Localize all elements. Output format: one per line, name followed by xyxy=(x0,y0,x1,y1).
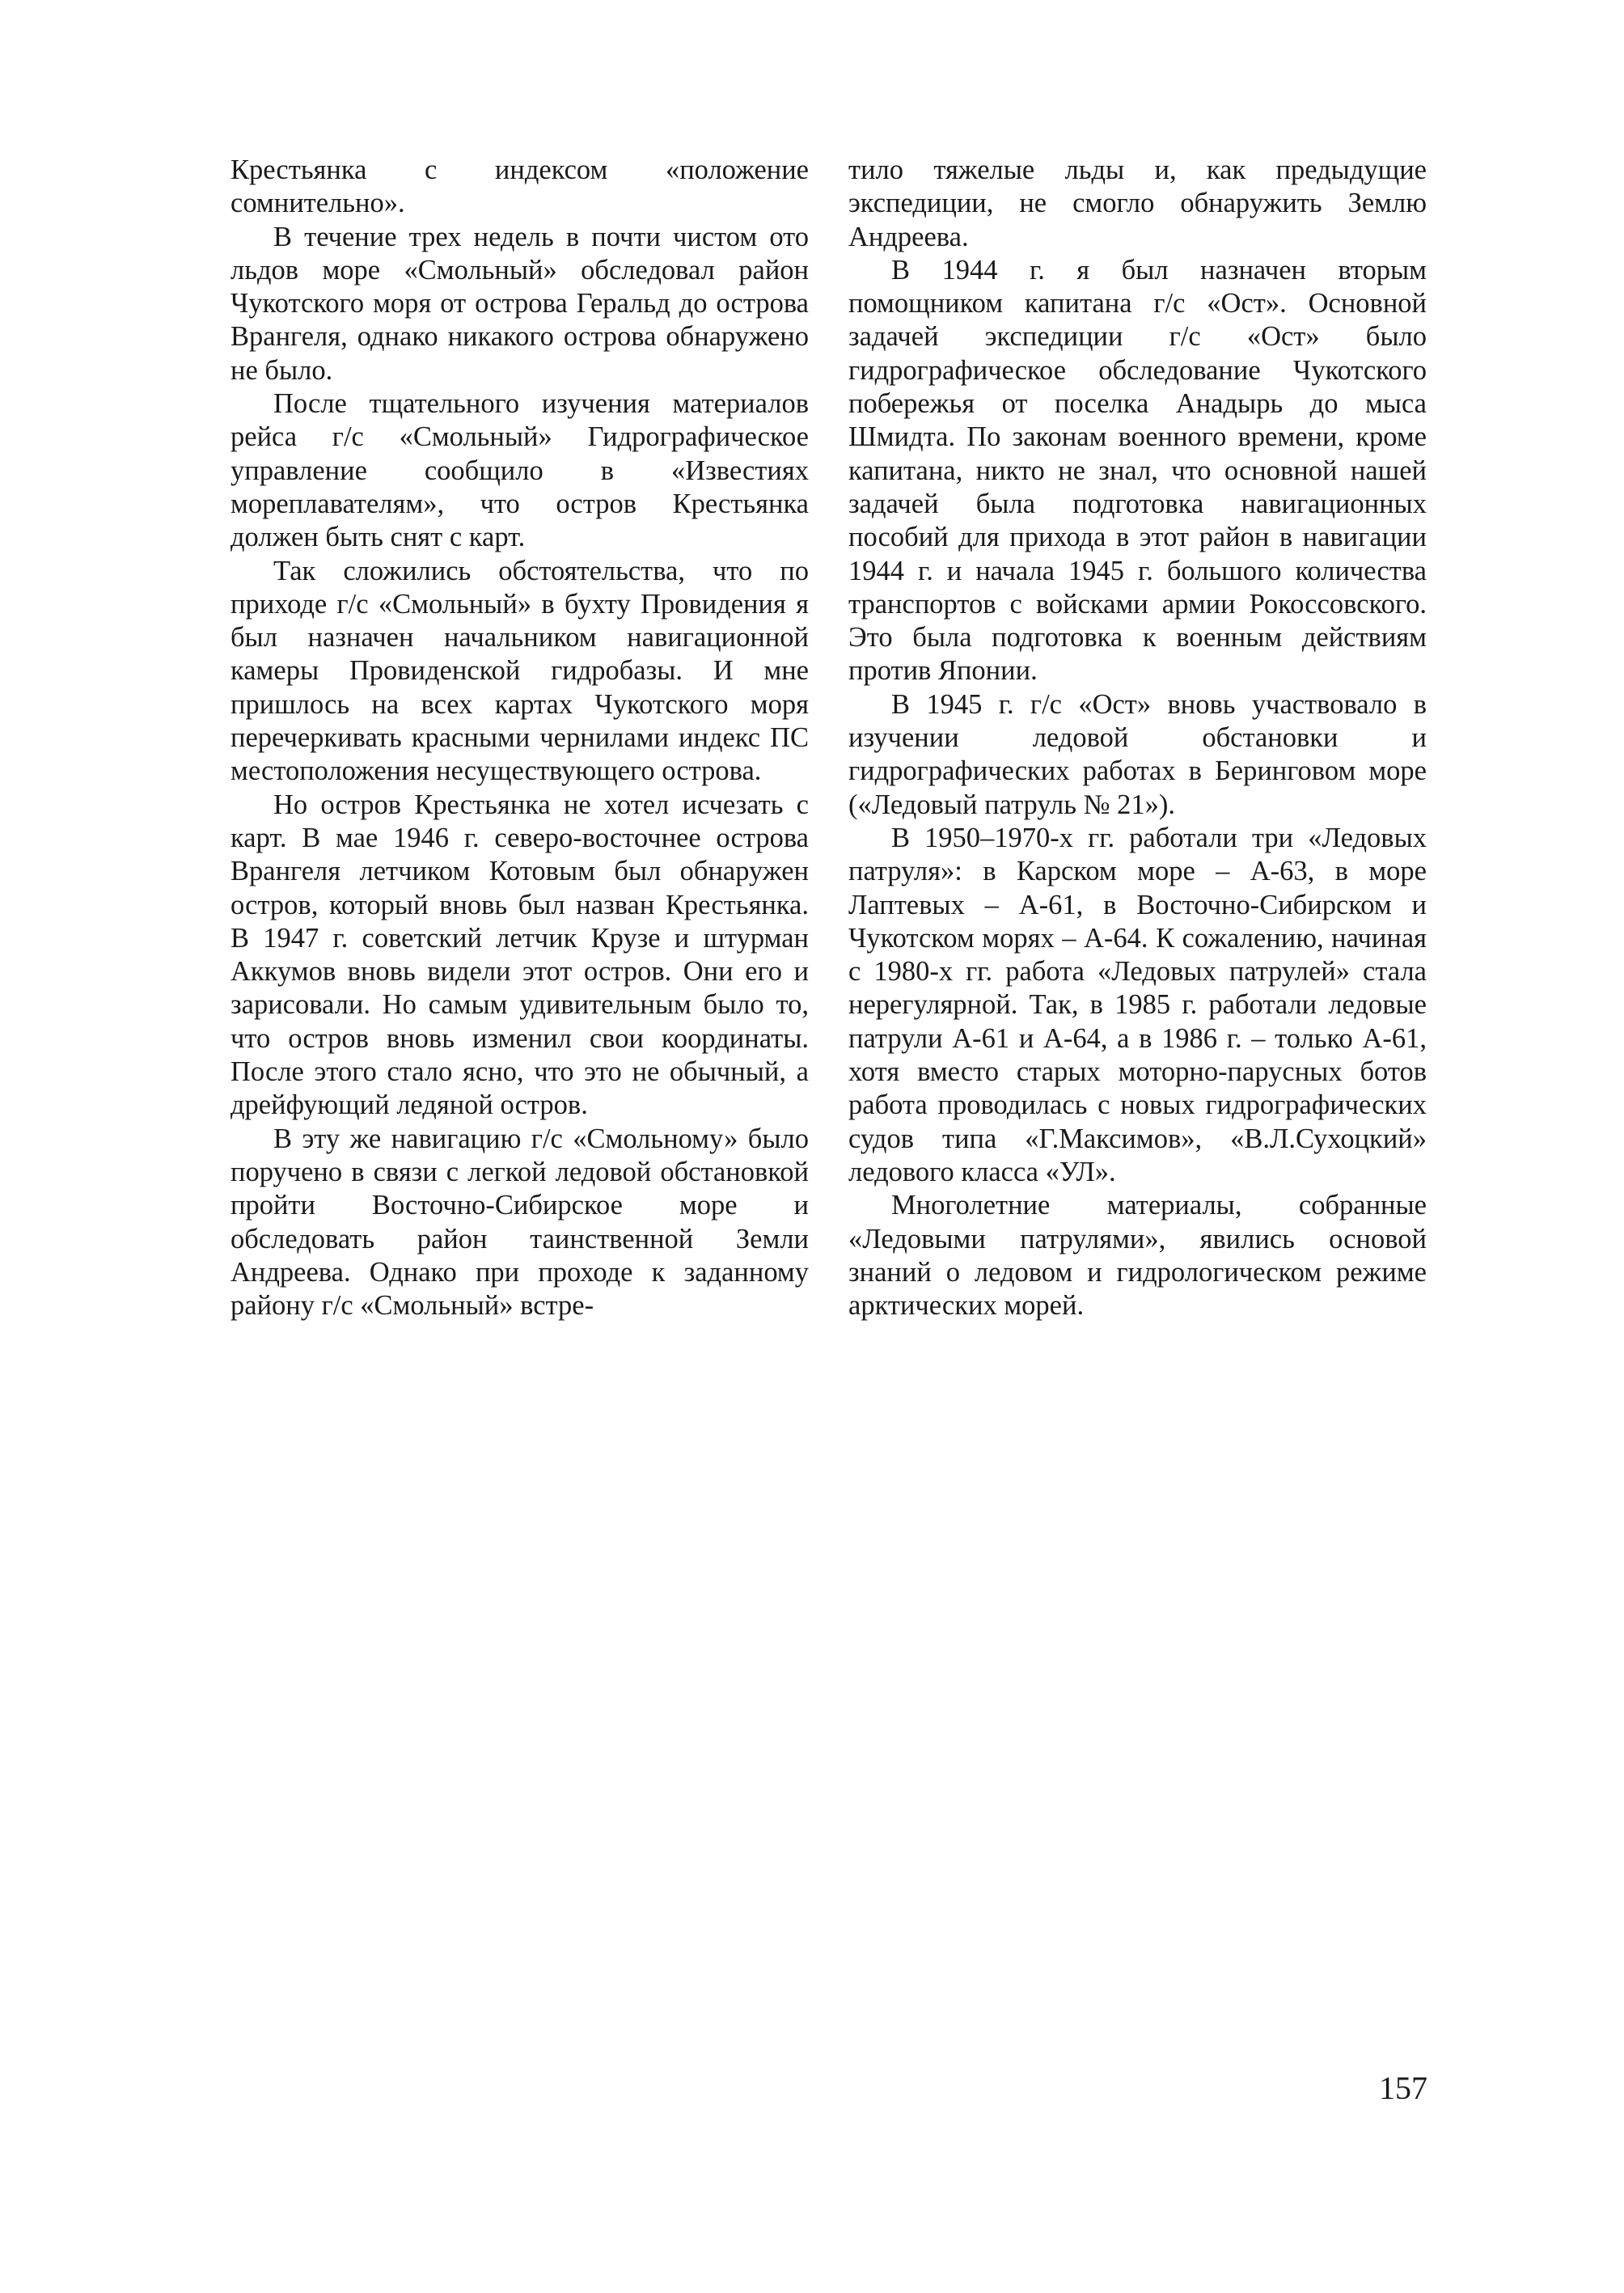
page-number: 157 xyxy=(1379,2070,1427,2106)
paragraph: Так сложились обстоятельства, что по приходе г/с «Смольный» в бухту Провидения я был назначен начальником навигационной камеры Провиденской гидробазы. И мне пришлось на всех картах Чукотского моря перечеркивать красными чернилами индекс ПС местоположения несуществующего острова. xyxy=(230,555,809,787)
paragraph: тило тяжелые льды и, как предыдущие экспедиции, не смогло обнаружить Землю Андреева. xyxy=(848,154,1427,252)
left-text-column xyxy=(230,154,809,1322)
paragraph: Многолетние материалы, собранные «Ледовыми патрулями», явились основой знаний о ледовом и гидрологическом режиме арктических морей. xyxy=(848,1190,1427,1322)
paragraph: В течение трех недель в почти чистом ото льдов море «Смольный» обследовал район Чукотского моря от острова Геральд до острова Врангеля, однако никакого острова обнаружено не было. xyxy=(230,221,809,386)
paragraph: Но остров Крестьянка не хотел исчезать с карт. В мае 1946 г. северо-восточнее острова Врангеля летчиком Котовым был обнаружен остров, который вновь был назван Крестьянка. В 1947 г. советский летчик Крузе и штурман Аккумов вновь видели этот остров. Они его и зарисовали. Но самым удивительным было то, что остров вновь изменил свои координаты. После этого стало ясно, что это не обычный, а дрейфующий ледяной остров. xyxy=(230,789,809,1121)
paragraph: После тщательного изучения материалов рейса г/с «Смольный» Гидрографическое управление сообщило в «Известиях мореплавателям», что остров Крестьянка должен быть снят с карт. xyxy=(230,388,809,553)
paragraph: Крестьянка с индексом «положение сомнительно». xyxy=(230,154,809,219)
paragraph: В 1944 г. я был назначен вторым помощником капитана г/с «Ост». Основной задачей экспедиции г/с «Ост» было гидрографическое обследование Чукотского побережья от поселка Анадырь до мыса Шмидта. По законам военного времени, кроме капитана, никто не знал, что основной нашей задачей была подготовка навигационных пособий для прихода в этот район в навигации 1944 г. и начала 1945 г. большого количества транспортов с войсками армии Рокоссовского. Это была подготовка к военным действиям против Японии. xyxy=(848,254,1427,687)
right-text-column xyxy=(848,154,1427,1322)
paragraph: В эту же навигацию г/с «Смольному» было поручено в связи с легкой ледовой обстановкой пройти Восточно-Сибирское море и обследовать район таинственной Земли Андреева. Однако при проходе к заданному району г/с «Смольный» встре- xyxy=(230,1123,809,1322)
paragraph: В 1945 г. г/с «Ост» вновь участвовало в изучении ледовой обстановки и гидрографических работах в Беринговом море («Ледовый патруль № 21»). xyxy=(848,688,1427,820)
paragraph: В 1950–1970-х гг. работали три «Ледовых патруля»: в Карском море – А-63, в море Лаптевых – А-61, в Восточно-Сибирском и Чукотском морях – А-64. К сожалению, начиная с 1980-х гг. работа «Ледовых патрулей» стала нерегулярной. Так, в 1985 г. работали ледовые патрули А-61 и А-64, а в 1986 г. – только А-61, хотя вместо старых моторно-парусных ботов работа проводилась с новых гидрографических судов типа «Г.Максимов», «В.Л.Сухоцкий» ледового класса «УЛ». xyxy=(848,822,1427,1187)
